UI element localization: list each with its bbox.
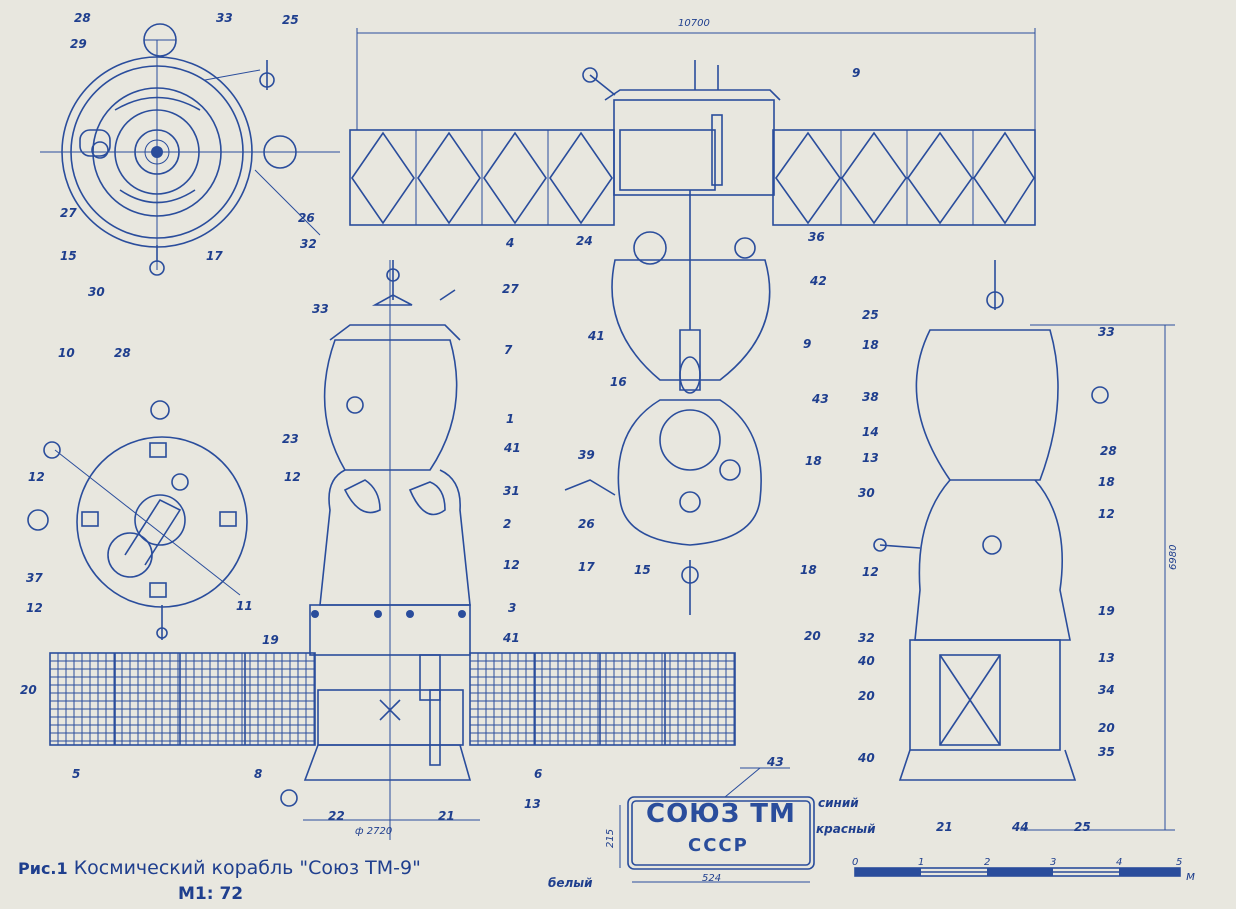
callout-label: 34 bbox=[1098, 683, 1115, 697]
callout-label: 36 bbox=[808, 230, 825, 244]
callout-label: 18 bbox=[1098, 475, 1115, 489]
callout-label: 14 bbox=[862, 425, 879, 439]
callout-label: 41 bbox=[503, 631, 520, 645]
callout-label: 7 bbox=[504, 343, 513, 357]
figure-caption: Космический корабль "Союз ТМ-9" bbox=[73, 857, 421, 879]
callout-label: 21 bbox=[936, 820, 953, 834]
callout-label: 12 bbox=[28, 470, 45, 484]
side-view-right bbox=[874, 260, 1175, 830]
scale-bar bbox=[855, 868, 1180, 876]
callout-label: 42 bbox=[810, 274, 827, 288]
callout-label: 4 bbox=[506, 236, 515, 250]
scale-tick: 4 bbox=[1116, 857, 1123, 868]
scale-tick: 3 bbox=[1050, 857, 1057, 868]
callout-label: 20 bbox=[858, 689, 875, 703]
callout-label: 9 bbox=[803, 337, 812, 351]
callout-label: 41 bbox=[588, 329, 605, 343]
front-view-top bbox=[40, 24, 340, 275]
callout-label: 39 bbox=[578, 448, 595, 462]
callout-label: 12 bbox=[26, 601, 43, 615]
callout-label: 15 bbox=[60, 249, 77, 263]
callout-label: 12 bbox=[862, 565, 879, 579]
top-plan-view bbox=[350, 28, 1035, 225]
figure-title bbox=[18, 857, 421, 879]
callout-label: 26 bbox=[578, 517, 595, 531]
callout-label: 16 bbox=[610, 375, 627, 389]
callout-label: 28 bbox=[1100, 444, 1117, 458]
callout-label: 18 bbox=[805, 454, 822, 468]
solar-panel-left bbox=[50, 653, 735, 745]
callout-label: 30 bbox=[88, 285, 105, 299]
scale-tick: 5 bbox=[1176, 857, 1183, 868]
callout-label: 21 bbox=[438, 809, 455, 823]
callout-label: 33 bbox=[1098, 325, 1115, 339]
callout-label: 22 bbox=[328, 809, 345, 823]
callout-label: 13 bbox=[524, 797, 541, 811]
rear-view bbox=[28, 401, 247, 640]
callout-label: 1 bbox=[506, 412, 515, 426]
callout-label: 12 bbox=[284, 470, 301, 484]
diameter-dimension: ф 2720 bbox=[355, 826, 393, 837]
callout-label: 10 bbox=[58, 346, 75, 360]
plate-color-red: красный bbox=[816, 822, 876, 836]
callout-label: 13 bbox=[1098, 651, 1115, 665]
plate-line-1: СОЮЗ ТМ bbox=[646, 799, 796, 829]
callout-label: 25 bbox=[862, 308, 879, 322]
callout-label: 28 bbox=[74, 11, 91, 25]
callout-label: 38 bbox=[862, 390, 879, 404]
callout-label: 25 bbox=[1074, 820, 1091, 834]
plate-height-dimension: 215 bbox=[605, 828, 616, 848]
scale-tick: 0 bbox=[852, 857, 859, 868]
callout-label: 40 bbox=[858, 654, 875, 668]
callout-label: 18 bbox=[862, 338, 879, 352]
callout-label: 31 bbox=[503, 484, 520, 498]
callout-label: 25 bbox=[282, 13, 299, 27]
callout-label: 23 bbox=[282, 432, 299, 446]
plate-line-2: СССР bbox=[688, 835, 749, 856]
scale-tick: 1 bbox=[918, 857, 925, 868]
center-view bbox=[565, 190, 770, 615]
callout-label: 32 bbox=[858, 631, 875, 645]
scale-unit: м bbox=[1186, 869, 1196, 883]
span-dimension: 10700 bbox=[678, 18, 710, 29]
callout-label: 37 bbox=[26, 571, 43, 585]
callout-label: 2 bbox=[503, 517, 512, 531]
callout-label: 6 bbox=[534, 767, 543, 781]
figure-scale: М1: 72 bbox=[178, 884, 244, 904]
figure-prefix: Рис.1 bbox=[18, 859, 68, 878]
plate-color-blue: синий bbox=[818, 796, 859, 810]
callout-label: 17 bbox=[578, 560, 595, 574]
plate-width-dimension: 524 bbox=[702, 873, 722, 884]
scale-tick: 2 bbox=[984, 857, 991, 868]
callout-label: 27 bbox=[60, 206, 77, 220]
callout-label: 12 bbox=[503, 558, 520, 572]
callout-label: 3 bbox=[508, 601, 517, 615]
callout-label: 40 bbox=[858, 751, 875, 765]
callout-label: 32 bbox=[300, 237, 317, 251]
callout-label: 20 bbox=[804, 629, 821, 643]
callout-label: 11 bbox=[236, 599, 253, 613]
callout-label: 20 bbox=[1098, 721, 1115, 735]
callout-label: 33 bbox=[216, 11, 233, 25]
callout-label: 28 bbox=[114, 346, 131, 360]
callout-label: 18 bbox=[800, 563, 817, 577]
callout-label: 9 bbox=[852, 66, 861, 80]
callout-label: 19 bbox=[1098, 604, 1115, 618]
height-dimension: 6980 bbox=[1168, 544, 1179, 570]
side-view-left bbox=[281, 260, 480, 840]
callout-label: 35 bbox=[1098, 745, 1115, 759]
plate-color-white: белый bbox=[548, 876, 593, 890]
callout-label: 24 bbox=[576, 234, 593, 248]
plate-part-ref: 43 bbox=[767, 755, 784, 769]
callout-label: 30 bbox=[858, 486, 875, 500]
callout-label: 15 bbox=[634, 563, 651, 577]
callout-label: 26 bbox=[298, 211, 315, 225]
callout-label: 44 bbox=[1012, 820, 1029, 834]
callout-label: 43 bbox=[812, 392, 829, 406]
callout-label: 5 bbox=[72, 767, 81, 781]
callout-label: 33 bbox=[312, 302, 329, 316]
callout-label: 27 bbox=[502, 282, 519, 296]
callout-label: 13 bbox=[862, 451, 879, 465]
callout-label: 8 bbox=[254, 767, 263, 781]
callout-label: 12 bbox=[1098, 507, 1115, 521]
callout-label: 17 bbox=[206, 249, 223, 263]
callout-label: 29 bbox=[70, 37, 87, 51]
callout-label: 41 bbox=[504, 441, 521, 455]
callout-label: 19 bbox=[262, 633, 279, 647]
callout-label: 20 bbox=[20, 683, 37, 697]
